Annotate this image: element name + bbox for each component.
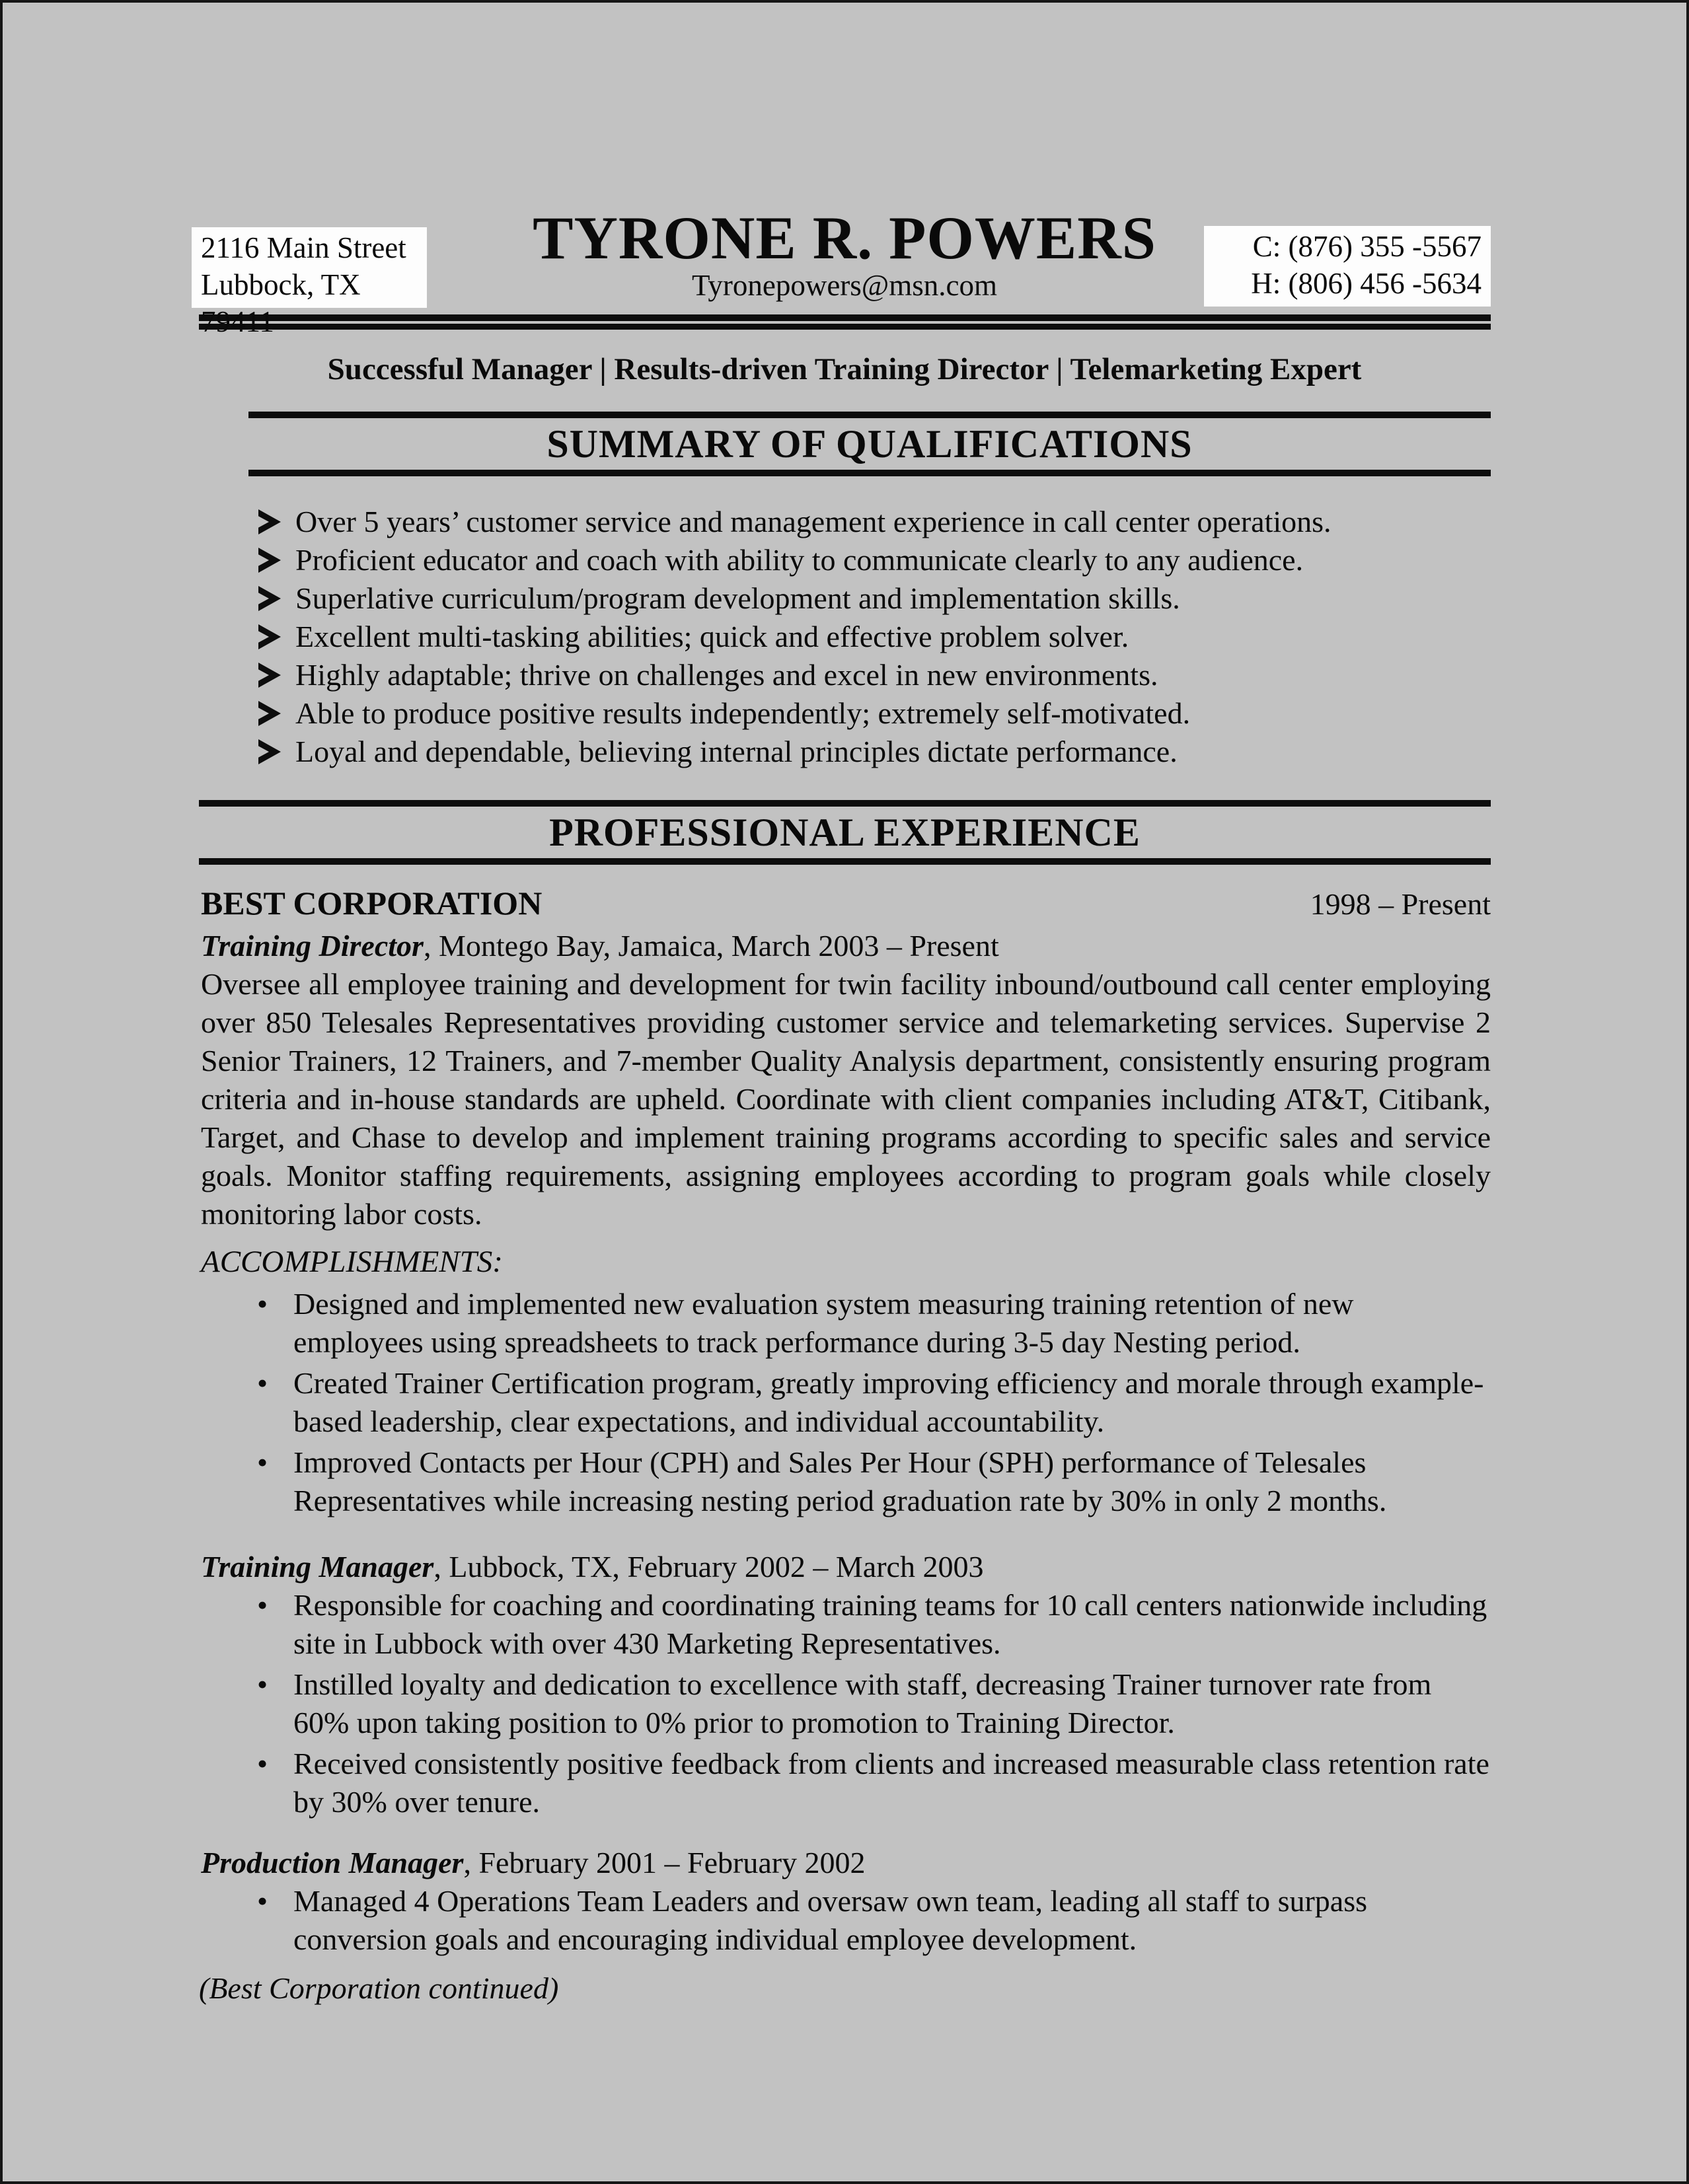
heading-rule-bottom xyxy=(248,470,1491,476)
summary-item-text: Loyal and dependable, believing internal principles dictate performance. xyxy=(295,735,1178,769)
accomplishment-text: Improved Contacts per Hour (CPH) and Sales Per Hour (SPH) performance of Telesales Representatives while increasing nesting period graduation rate by 30% in only 2 months. xyxy=(293,1445,1387,1517)
heading-rule-top xyxy=(199,800,1491,807)
continued-note: (Best Corporation continued) xyxy=(199,1971,559,2005)
job-location-dates: , Montego Bay, Jamaica, March 2003 – Present xyxy=(423,928,999,963)
job-title: Training Director xyxy=(201,928,424,963)
summary-heading: SUMMARY OF QUALIFICATIONS xyxy=(546,422,1193,466)
accomplishment-text: Designed and implemented new evaluation system measuring training retention of new employees using spreadsheets to track performance during 3-5 day Nesting period. xyxy=(293,1286,1354,1359)
bullet-text: Responsible for coaching and coordinating training teams for 10 call centers nationwide including site in Lubbock with over 430 Marketing Representatives. xyxy=(293,1587,1487,1660)
accomplishments-label: ACCOMPLISHMENTS: xyxy=(201,1244,503,1279)
list-item xyxy=(257,1443,1491,1520)
section-summary xyxy=(3,412,1686,771)
dot-bullet-icon: • xyxy=(257,1445,268,1479)
address-line-2: Lubbock, TX 79411 xyxy=(201,268,361,338)
list-item xyxy=(257,503,1491,541)
phone-home: H: (806) 456 -5634 xyxy=(1251,267,1482,300)
list-item xyxy=(257,733,1491,771)
list-item xyxy=(257,656,1491,694)
list-item xyxy=(257,618,1491,656)
email-address: Tyronepowers@msn.com xyxy=(692,269,997,302)
address-line-1: 2116 Main Street xyxy=(201,231,406,264)
experience-heading: PROFESSIONAL EXPERIENCE xyxy=(549,811,1141,855)
summary-item-text: Proficient educator and coach with ability to communicate clearly to any audience. xyxy=(295,543,1304,577)
dot-bullet-icon: • xyxy=(257,1746,268,1780)
summary-item-text: Over 5 years’ customer service and management experience in call center operations. xyxy=(295,505,1332,539)
list-item xyxy=(257,1364,1491,1441)
job-title: Training Manager xyxy=(201,1549,434,1583)
bullet-text: Instilled loyalty and dedication to excellence with staff, decreasing Trainer turnover rate from 60% upon taking position to 0% prior to promotion to Training Director. xyxy=(293,1667,1432,1739)
job-title: Production Manager xyxy=(201,1845,464,1879)
accomplishment-text: Created Trainer Certification program, greatly improving efficiency and morale through example-based leadership, clear expectations, and individual accountability. xyxy=(293,1365,1484,1438)
experience-heading-block xyxy=(199,800,1491,865)
list-item xyxy=(257,1882,1491,1959)
summary-heading-block xyxy=(248,412,1491,476)
training-manager-list xyxy=(257,1586,1491,1821)
phone-box xyxy=(1204,226,1491,307)
list-item xyxy=(257,1586,1491,1663)
job-location-dates: , Lubbock, TX, February 2002 – March 2003 xyxy=(433,1549,984,1583)
list-item xyxy=(257,1285,1491,1362)
heading-rule-top xyxy=(248,412,1491,418)
dot-bullet-icon: • xyxy=(257,1883,268,1918)
page-title-name: TYRONE R. POWERS xyxy=(533,204,1156,272)
section-experience xyxy=(3,800,1686,2008)
summary-item-text: Superlative curriculum/program development and implementation skills. xyxy=(295,581,1180,616)
list-item xyxy=(257,1745,1491,1821)
heading-rule-bottom xyxy=(199,858,1491,865)
phone-cell: C: (876) 355 -5567 xyxy=(1252,230,1482,263)
tagline: Successful Manager | Results-driven Training Director | Telemarketing Expert xyxy=(327,352,1362,386)
company-name: BEST CORPORATION xyxy=(201,885,543,922)
dot-bullet-icon: • xyxy=(257,1667,268,1701)
dot-bullet-icon: • xyxy=(257,1286,268,1321)
job-location-dates: , February 2001 – February 2002 xyxy=(463,1845,866,1879)
role-title-training-manager xyxy=(201,1548,1491,1586)
summary-item-text: Able to produce positive results independently; extremely self-motivated. xyxy=(295,696,1191,731)
role-description: Oversee all employee training and development for twin facility inbound/outbound call center employing over 850 Telesales Representatives providing customer service and telemarketing services. Supervise 2 Senior Trainers, 12 Trainers, and 7-member Quality Analysis department, consistently ensuring program criteria and in-house standards are upheld. Coordinate with client companies including AT&T, Citibank, Target, and Chase to develop and implement training programs according to specific sales and service goals. Monitor staffing requirements, assigning employees according to program goals while closely monitoring labor costs. xyxy=(201,966,1491,1231)
role-title-training-director xyxy=(201,927,1491,965)
dot-bullet-icon: • xyxy=(257,1365,268,1400)
role-title-production-manager xyxy=(201,1844,1491,1882)
list-item xyxy=(257,541,1491,579)
summary-list xyxy=(257,503,1491,771)
summary-item-text: Highly adaptable; thrive on challenges and excel in new environments. xyxy=(295,658,1158,692)
dot-bullet-icon: • xyxy=(257,1587,268,1622)
header xyxy=(3,3,1686,338)
bullet-text: Managed 4 Operations Team Leaders and oversaw own team, leading all staff to surpass conversion goals and encouraging individual employee development. xyxy=(293,1883,1368,1956)
list-item xyxy=(257,1665,1491,1742)
list-item xyxy=(257,579,1491,618)
production-manager-list xyxy=(257,1882,1491,1959)
summary-item-text: Excellent multi-tasking abilities; quick and effective problem solver. xyxy=(295,620,1129,654)
company-row xyxy=(201,885,1491,923)
company-dates: 1998 – Present xyxy=(1310,887,1491,922)
accomplishments-list xyxy=(257,1285,1491,1520)
list-item xyxy=(257,694,1491,733)
bullet-text: Received consistently positive feedback from clients and increased measurable class retention rate by 30% over tenure. xyxy=(293,1746,1489,1819)
